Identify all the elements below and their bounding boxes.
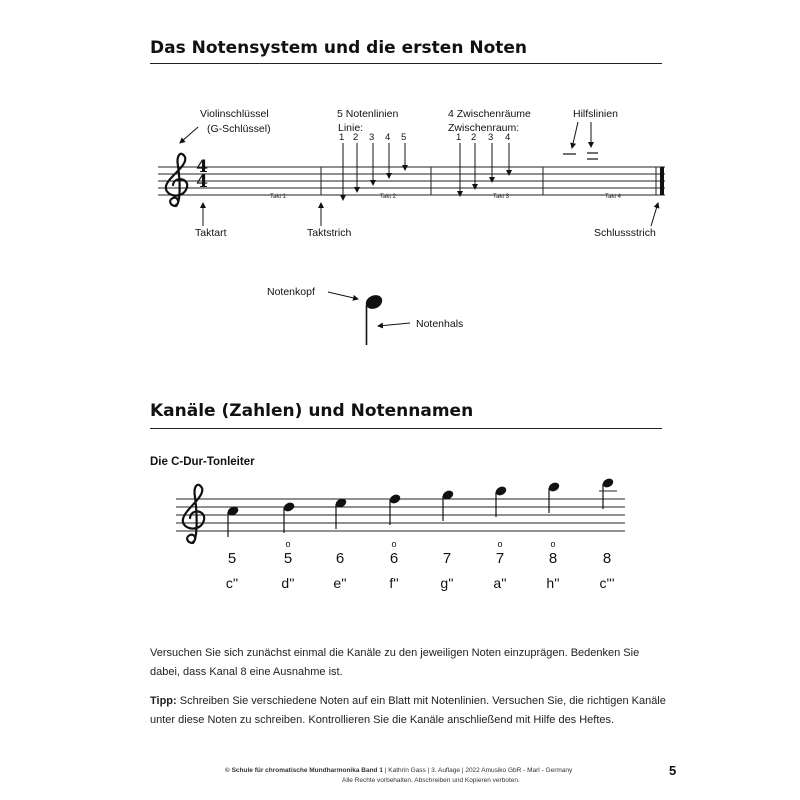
scale-note-name: h'' xyxy=(546,575,560,591)
line-number-3: 3 xyxy=(369,132,375,143)
scale-treble-clef xyxy=(183,485,204,543)
space-number-2: 2 xyxy=(471,132,477,143)
footer-line-1 xyxy=(225,767,572,774)
line-number-2: 2 xyxy=(353,132,359,143)
time-signature-top: 4 xyxy=(196,157,208,177)
scale-channel-ring: o xyxy=(285,539,291,549)
measure-label-4: Takt 4 xyxy=(605,194,622,200)
paragraph-tip xyxy=(150,692,670,730)
space-number-4: 4 xyxy=(505,132,511,143)
scale-channel-number: 7 xyxy=(442,550,452,567)
label-zwischenraeume: 4 Zwischenräume xyxy=(448,108,531,120)
scale-channel-ring: o xyxy=(497,539,503,549)
space-number-1: 1 xyxy=(456,132,462,143)
scale-note xyxy=(599,477,617,509)
scale-note-name: d'' xyxy=(281,575,295,591)
section-title-notensystem: Das Notensystem und die ersten Noten xyxy=(150,38,528,58)
scale-note xyxy=(494,485,507,517)
scale-note-name: c''' xyxy=(599,575,615,591)
line-number-5: 5 xyxy=(401,132,407,143)
measure-label-3: Takt 3 xyxy=(493,194,510,200)
scale-channel-ring: o xyxy=(550,539,556,549)
label-schlussstrich: Schlussstrich xyxy=(594,227,656,239)
scale-note-name: g'' xyxy=(440,575,454,591)
scale-note-name: f'' xyxy=(389,575,399,591)
footer-copyright: © Schule für chromatische Mundharmonika Band 1 xyxy=(225,767,383,774)
footer-line-2: Alle Rechte vorbehalten. Abschreiben und Kopieren verboten. xyxy=(342,777,520,784)
time-signature-bottom: 4 xyxy=(196,172,208,192)
tip-label: Tipp: xyxy=(150,695,177,707)
scale-note xyxy=(547,481,560,513)
label-clef-1: Violinschlüssel xyxy=(200,108,269,120)
scale-channel-ring: o xyxy=(391,539,397,549)
label-notenkopf: Notenkopf xyxy=(267,286,315,298)
label-clef-2: (G-Schlüssel) xyxy=(207,123,271,135)
line-number-4: 4 xyxy=(385,132,391,143)
paragraph-instructions: Versuchen Sie sich zunächst einmal die Kanäle zu den jeweiligen Noten einzuprägen. Bedenken Sie dabei, dass Kanal 8 eine Ausnahme ist. xyxy=(150,647,640,678)
scale-staff-lines xyxy=(176,499,625,531)
scale-channel-number: 5 xyxy=(227,550,237,567)
scale-channel-number: 8 xyxy=(602,550,612,567)
label-linie: Linie: xyxy=(338,122,364,134)
scale-note xyxy=(226,505,239,537)
scale-channel-number: 5 xyxy=(283,550,293,567)
page-number: 5 xyxy=(669,763,677,778)
label-zwischenraum: Zwischenraum: xyxy=(448,122,520,134)
label-notenhals: Notenhals xyxy=(416,318,464,330)
scale-note-name: c'' xyxy=(225,575,239,591)
scale-note xyxy=(334,497,347,529)
scale-channel-number: 6 xyxy=(335,550,345,567)
scale-note xyxy=(388,493,401,525)
label-taktart: Taktart xyxy=(195,227,227,239)
scale-note-name: a'' xyxy=(493,575,507,591)
tip-text: Schreiben Sie verschiedene Noten auf ein Blatt mit Notenlinien. Versuchen Sie, die richtigen Kanäle unter diese Noten zu schreiben. Kontrollieren Sie die Kanäle anschließend mit Hilfe des Heftes. xyxy=(150,695,666,726)
section-title-kanaele: Kanäle (Zahlen) und Notennamen xyxy=(150,401,474,421)
line-number-1: 1 xyxy=(339,132,345,143)
space-number-3: 3 xyxy=(488,132,494,143)
label-taktstrich: Taktstrich xyxy=(307,227,352,239)
scale-channel-number: 8 xyxy=(548,550,558,567)
scale-note-name: e'' xyxy=(333,575,347,591)
scale-subtitle: Die C-Dur-Tonleiter xyxy=(150,456,255,468)
footer-edition: | Kathrin Gass | 3. Auflage | 2022 Amusiko GbR - Marl - Germany xyxy=(382,767,573,774)
scale-channel-number: 7 xyxy=(495,550,505,567)
scale-note xyxy=(282,501,295,533)
measure-label-1: Takt 1 xyxy=(270,194,287,200)
label-notenlinien: 5 Notenlinien xyxy=(337,108,399,120)
measure-label-2: Takt 2 xyxy=(380,194,397,200)
label-hilfslinien: Hilfslinien xyxy=(573,108,618,120)
scale-channel-number: 6 xyxy=(389,550,399,567)
scale-note xyxy=(441,489,454,521)
